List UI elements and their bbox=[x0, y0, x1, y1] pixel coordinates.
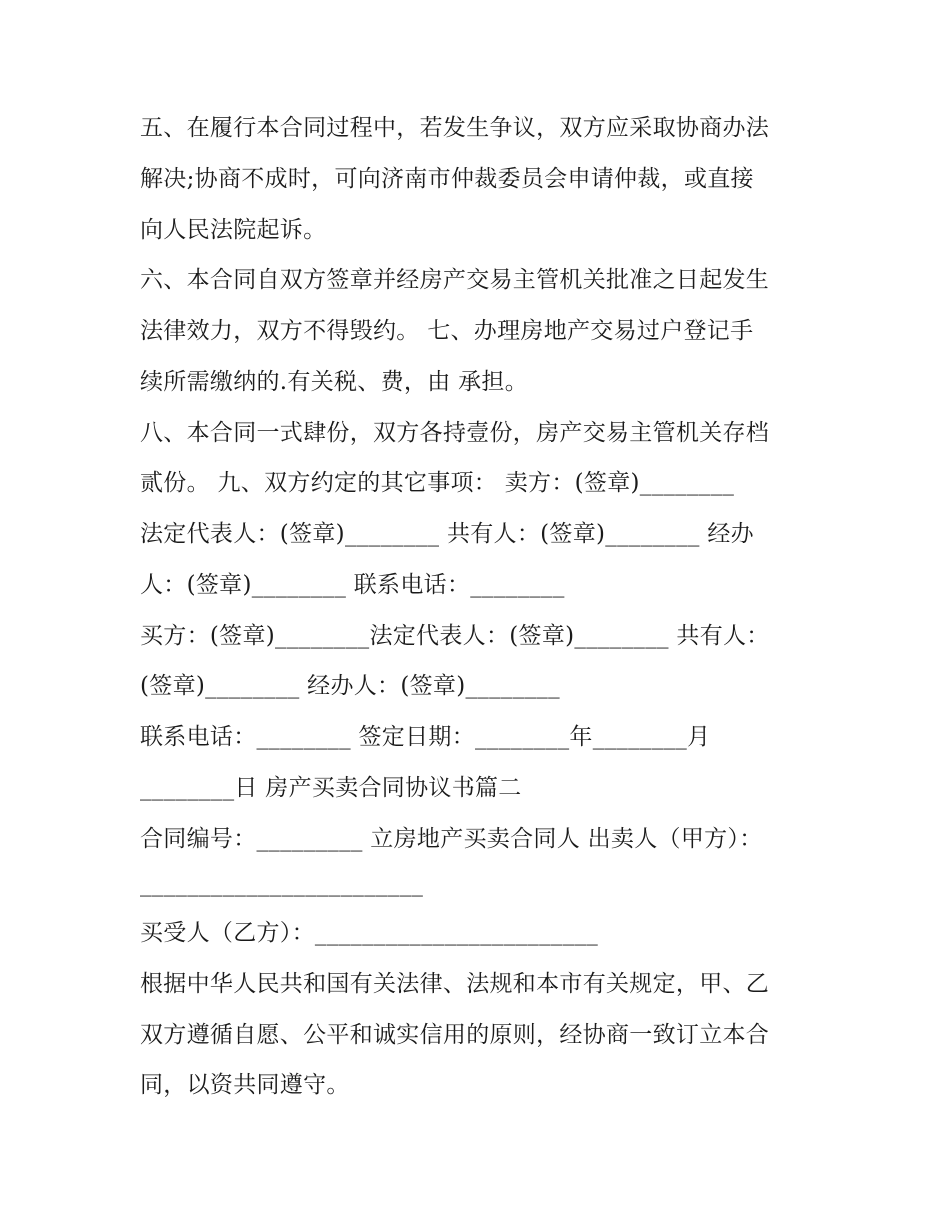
text-line: 法律效力，双方不得毁约。 七、办理房地产交易过户登记手 bbox=[140, 318, 754, 344]
text-line: 人：(签章)________ 联系电话：________ bbox=[140, 572, 565, 598]
text-line: 根据中华人民共和国有关法律、法规和本市有关规定，甲、乙 bbox=[140, 971, 770, 997]
text-line: ________________________ bbox=[140, 871, 424, 897]
text-line: 合同编号：_________ 立房地产买卖合同人 出卖人（甲方）： bbox=[140, 826, 763, 852]
text-line: 向人民法院起诉。 bbox=[140, 217, 327, 243]
text-line: 同，以资共同遵守。 bbox=[140, 1072, 350, 1098]
text-line: 八、本合同一式肆份，双方各持壹份，房产交易主管机关存档 bbox=[140, 420, 770, 446]
text-line: 买受人（乙方）：________________________ bbox=[140, 920, 599, 946]
text-line: ________日 房产买卖合同协议书篇二 bbox=[140, 775, 522, 801]
text-line: 五、在履行本合同过程中，若发生争议，双方应采取协商办法 bbox=[140, 115, 770, 141]
text-line: 法定代表人：(签章)________ 共有人：(签章)________ 经办 bbox=[140, 521, 754, 547]
text-line: 联系电话：________ 签定日期：________年________月 bbox=[140, 724, 711, 750]
text-line: 双方遵循自愿、公平和诚实信用的原则，经协商一致订立本合 bbox=[140, 1022, 770, 1048]
text-line: 续所需缴纳的.有关税、费，由 承担。 bbox=[140, 369, 529, 395]
text-line: 六、本合同自双方签章并经房产交易主管机关批准之日起发生 bbox=[140, 267, 770, 293]
text-line: 贰份。 九、双方约定的其它事项： 卖方：(签章)________ bbox=[140, 470, 735, 496]
text-line: 买方：(签章)________法定代表人：(签章)________ 共有人： bbox=[140, 623, 770, 649]
text-line: 解决;协商不成时，可向济南市仲裁委员会申请仲裁，或直接 bbox=[140, 166, 754, 192]
text-line: (签章)________ 经办人：(签章)________ bbox=[140, 673, 560, 699]
